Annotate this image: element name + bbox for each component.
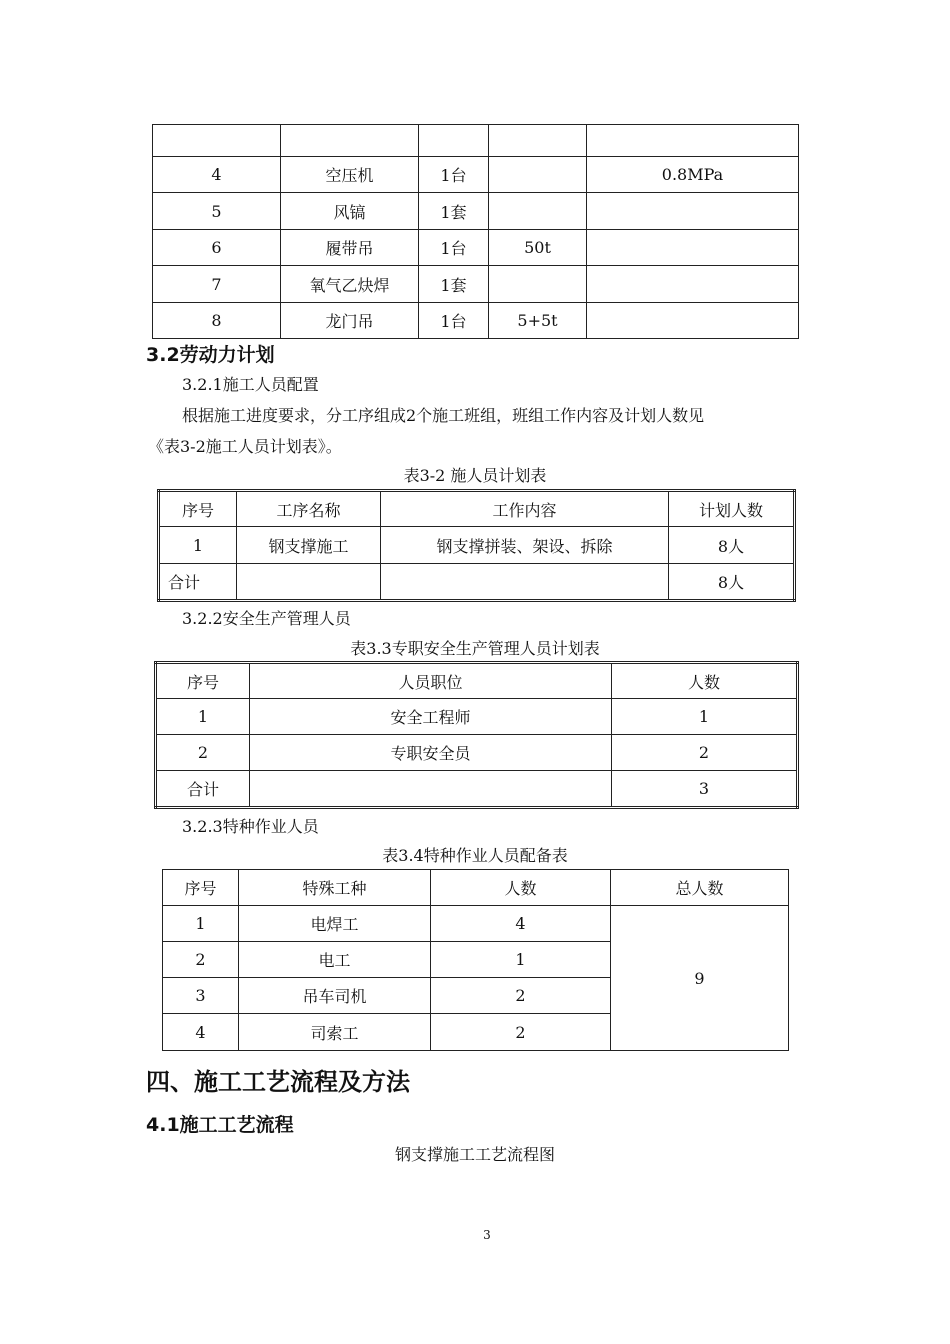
cell: 吊车司机 [239,978,431,1014]
subsection-heading: 3.2.1施工人员配置 [182,375,319,394]
table-row [153,157,799,193]
cell [381,564,669,601]
cell [587,266,799,303]
cell: 8人 [669,527,795,564]
column-header: 工序名称 [237,491,381,527]
cell [153,125,281,157]
section-heading: 4.1施工工艺流程 [146,1114,294,1136]
cell: 4 [163,1014,239,1051]
column-header: 人数 [431,870,611,906]
cell: 专职安全员 [250,735,612,771]
table-row [153,125,799,157]
cell: 1台 [419,303,489,339]
cell: 1套 [419,266,489,303]
table-row [153,193,799,230]
cell: 50t [489,230,587,266]
cell: 3 [163,978,239,1014]
table-3-2 [157,489,796,602]
cell: 4 [153,157,281,193]
cell: 电焊工 [239,906,431,942]
table-header-row [156,663,798,699]
cell: 2 [163,942,239,978]
cell: 1 [163,906,239,942]
table-row [153,230,799,266]
cell: 1套 [419,193,489,230]
chapter-heading: 四、施工工艺流程及方法 [146,1068,410,1096]
cell [250,771,612,808]
cell [419,125,489,157]
column-header: 特殊工种 [239,870,431,906]
cell [587,303,799,339]
cell [489,193,587,230]
table-header-row [159,491,795,527]
cell: 履带吊 [281,230,419,266]
cell: 钢支撑施工 [237,527,381,564]
cell: 4 [431,906,611,942]
table-caption: 表3-2 施人员计划表 [403,466,547,485]
table-row [153,266,799,303]
cell: 氧气乙炔焊 [281,266,419,303]
cell: 0.8MPa [587,157,799,193]
cell: 7 [153,266,281,303]
cell [587,193,799,230]
cell: 3 [612,771,798,808]
cell [237,564,381,601]
cell: 钢支撑拼装、架设、拆除 [381,527,669,564]
cell: 电工 [239,942,431,978]
table-3-3 [154,661,799,809]
cell: 1台 [419,230,489,266]
column-header: 序号 [159,491,237,527]
cell: 5 [153,193,281,230]
table-row [156,735,798,771]
cell: 1台 [419,157,489,193]
cell: 8人 [669,564,795,601]
column-header: 工作内容 [381,491,669,527]
cell: 安全工程师 [250,699,612,735]
table-header-row [163,870,789,906]
table-row [159,564,795,601]
table-caption: 表3.3专职安全生产管理人员计划表 [350,639,600,658]
cell: 1 [431,942,611,978]
column-header: 总人数 [611,870,789,906]
cell: 1 [156,699,250,735]
cell: 风镐 [281,193,419,230]
column-header: 计划人数 [669,491,795,527]
section-heading: 3.2劳动力计划 [146,344,275,366]
cell: 2 [612,735,798,771]
table-row [159,527,795,564]
cell: 6 [153,230,281,266]
table-3-4 [162,869,789,1051]
cell: 合计 [156,771,250,808]
cell [587,125,799,157]
cell: 2 [431,978,611,1014]
cell: 8 [153,303,281,339]
cell: 空压机 [281,157,419,193]
column-header: 人员职位 [250,663,612,699]
table-row [156,771,798,808]
table-row [163,906,789,942]
table-caption: 表3.4特种作业人员配备表 [382,846,568,865]
cell: 2 [431,1014,611,1051]
subsection-heading: 3.2.3特种作业人员 [182,817,319,836]
cell [489,266,587,303]
column-header: 序号 [156,663,250,699]
figure-caption: 钢支撑施工工艺流程图 [394,1145,555,1164]
column-header: 人数 [612,663,798,699]
column-header: 序号 [163,870,239,906]
cell: 1 [159,527,237,564]
equipment-table [152,124,799,339]
paragraph-line: 《表3-2施工人员计划表》。 [148,437,342,456]
table-row [153,303,799,339]
paragraph-line: 根据施工进度要求，分工序组成2个施工班组，班组工作内容及计划人数见 [182,406,705,425]
cell: 1 [612,699,798,735]
total-cell: 9 [611,906,789,1051]
cell: 5+5t [489,303,587,339]
page-number: 3 [483,1228,491,1242]
cell [587,230,799,266]
cell: 合计 [159,564,237,601]
cell: 2 [156,735,250,771]
table-row [156,699,798,735]
cell [489,157,587,193]
cell: 司索工 [239,1014,431,1051]
cell [281,125,419,157]
cell: 龙门吊 [281,303,419,339]
cell [489,125,587,157]
subsection-heading: 3.2.2安全生产管理人员 [182,609,351,628]
